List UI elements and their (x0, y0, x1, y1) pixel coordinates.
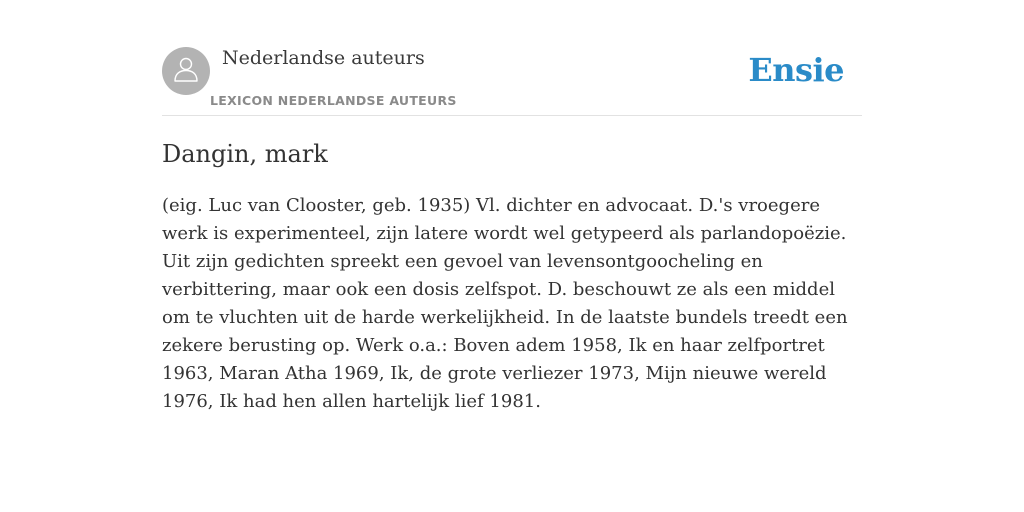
header (162, 46, 862, 116)
entry-title: Dangin, mark (162, 140, 328, 168)
author-name[interactable]: Nederlandse auteurs (222, 47, 425, 69)
lexicon-subtitle[interactable]: LEXICON NEDERLANDSE AUTEURS (210, 93, 457, 108)
ensie-logo[interactable]: Ensie (748, 51, 844, 89)
user-icon (171, 54, 201, 89)
avatar[interactable] (162, 47, 210, 95)
entry-body: (eig. Luc van Clooster, geb. 1935) Vl. dichter en advocaat. D.'s vroegere werk is experimenteel, zijn latere wordt wel getypeerd als parlandopoëzie. Uit zijn gedichten spreekt een gevoel van levensontgoocheling en verbittering, maar ook een dosis zelfspot. D. beschouwt ze als een middel om te vluchten uit de harde werkelijkheid. In de laatste bundels treedt een zekere berusting op. Werk o.a.: Boven adem 1958, Ik en haar zelfportret 1963, Maran Atha 1969, Ik, de grote verliezer 1973, Mijn nieuwe wereld 1976, Ik had hen allen hartelijk lief 1981. (162, 195, 848, 412)
header-divider (162, 115, 862, 116)
